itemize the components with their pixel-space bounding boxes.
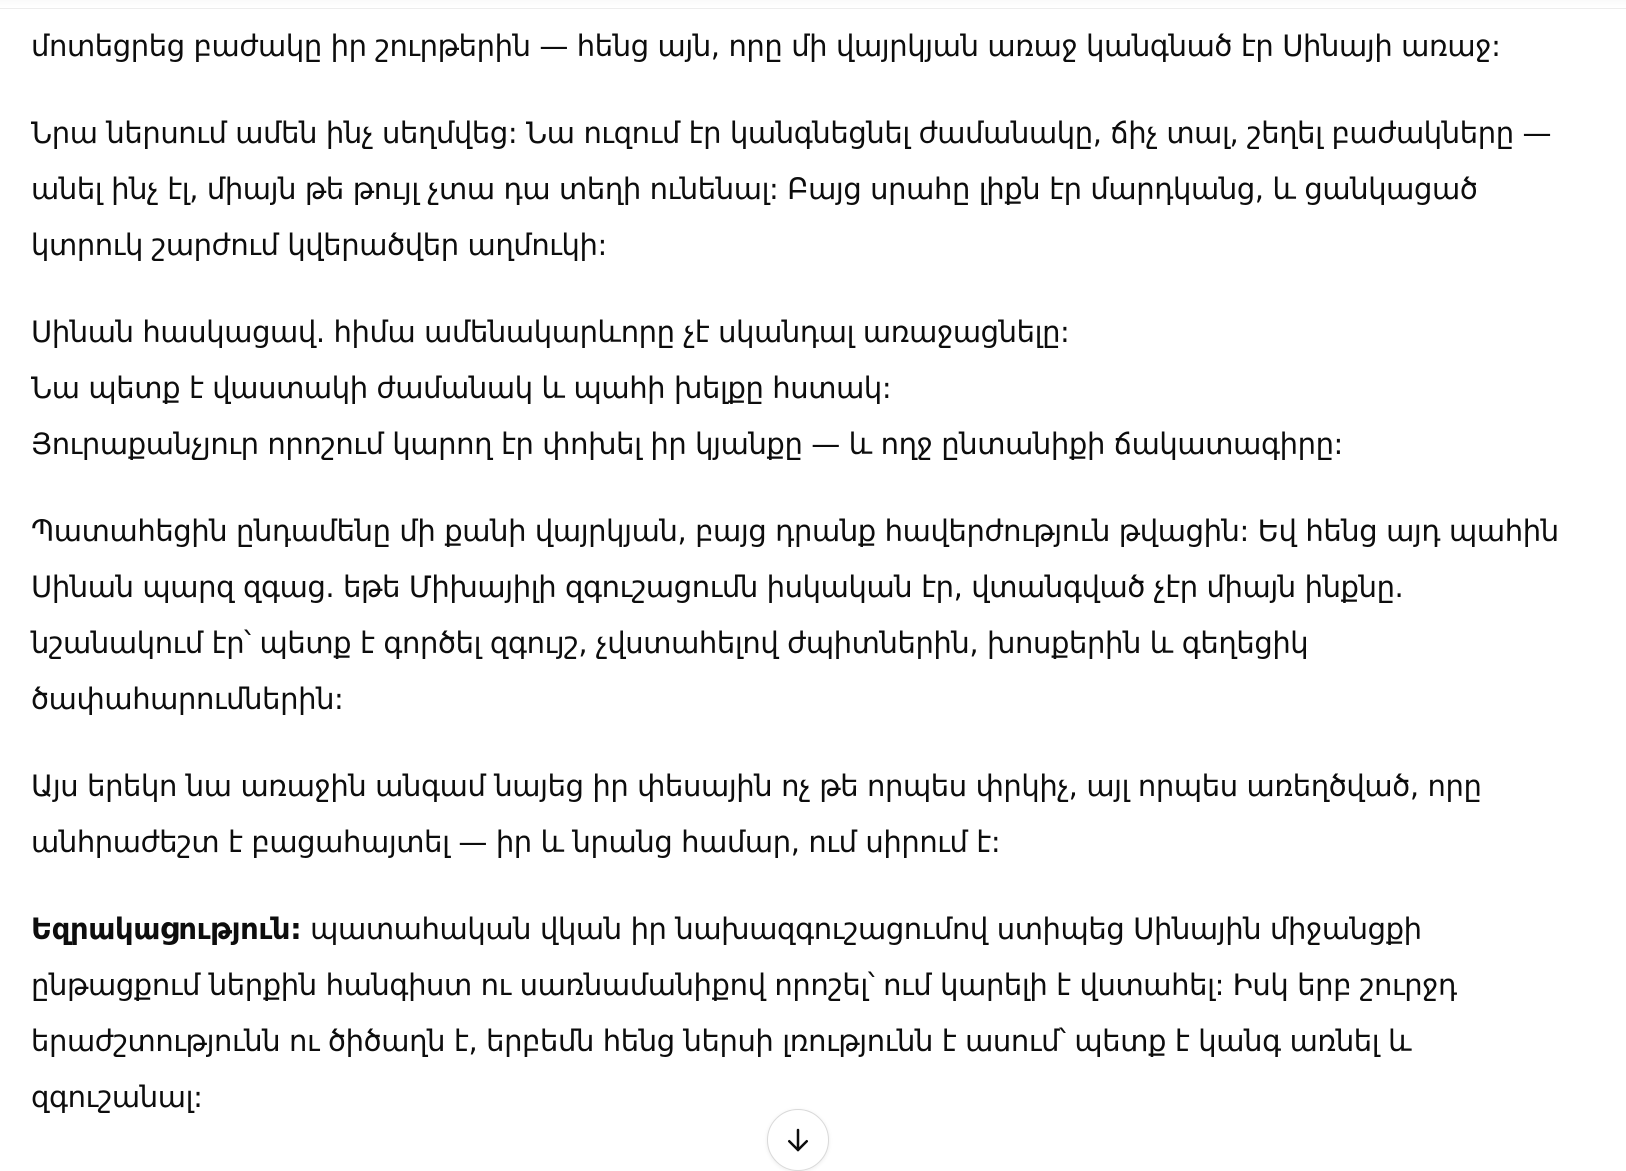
arrow-down-icon (783, 1125, 813, 1155)
text-line: անել ինչ էլ, միայն թե թույլ չտա դա տեղի ունենալ: Բայց սրահը լիքն էր մարդկանց, և ցանկացած (31, 172, 1478, 206)
conclusion-paragraph (31, 901, 1601, 1125)
text-line: Սինան հասկացավ. հիմա ամենակարևորը չէ սկանդալ առաջացնելը: (31, 315, 1070, 349)
text-line: Նա պետք է վաստակի ժամանակ և պահի խելքը հստակ: (31, 371, 892, 405)
paragraph-2 (31, 105, 1601, 273)
text-line: Սինան պարզ զգաց. եթե Միխայիլի զգուշացումն իսկական էր, վտանգված չէր միայն ինքնը. (31, 570, 1404, 604)
paragraph-5 (31, 758, 1601, 870)
text-line: նշանակում էր՝ պետք է գործել զգույշ, չվստահելով ժպիտներին, խոսքերին և գեղեցիկ (31, 626, 1309, 660)
text-line: ընթացքում ներքին հանգիստ ու սառնամանիքով որոշել՝ ում կարելի է վստահել: Իսկ երբ շուրջդ (31, 968, 1457, 1002)
text-line: կտրուկ շարժում կվերածվեր աղմուկի: (31, 228, 607, 262)
scroll-to-bottom-button[interactable] (767, 1109, 829, 1171)
clipped-previous-line (0, 0, 1626, 9)
conclusion-text: պատահական վկան իր նախազգուշացումով ստիպեց Սինային միջանցքի (301, 912, 1422, 946)
text-line: երաժշտությունն ու ծիծաղն է, երբեմն հենց ներսի լռությունն է ասում՝ պետք է կանգ առնել և (31, 1024, 1412, 1058)
message-content (31, 18, 1601, 1156)
conclusion-label: Եզրակացություն: (31, 912, 302, 946)
text-line: Պատահեցին ընդամենը մի քանի վայրկյան, բայց դրանք հավերժություն թվացին: Եվ հենց այդ պահին (31, 514, 1559, 548)
paragraph-1 (31, 18, 1601, 74)
text-line: զգուշանալ: (31, 1080, 203, 1114)
text-line: Յուրաքանչյուր որոշում կարող էր փոխել իր կյանքը — և ողջ ընտանիքի ճակատագիրը: (31, 427, 1343, 461)
text-line (31, 901, 1601, 957)
text-line: ծափահարումներին: (31, 682, 344, 716)
text-line: Նրա ներսում ամեն ինչ սեղմվեց: Նա ուզում էր կանգնեցնել ժամանակը, ճիչ տալ, շեղել բաժակները — (31, 116, 1552, 150)
text-line: Այս երեկո նա առաջին անգամ նայեց իր փեսային ոչ թե որպես փրկիչ, այլ որպես առեղծված, որը (31, 769, 1482, 803)
paragraph-3 (31, 304, 1601, 472)
paragraph-4 (31, 503, 1601, 727)
text-line: մոտեցրեց բաժակը իր շուրթերին — հենց այն, որը մի վայրկյան առաջ կանգնած էր Սինայի առաջ: (31, 29, 1501, 63)
text-line: անհրաժեշտ է բացահայտել — իր և նրանց համար, ում սիրում է: (31, 825, 1001, 859)
